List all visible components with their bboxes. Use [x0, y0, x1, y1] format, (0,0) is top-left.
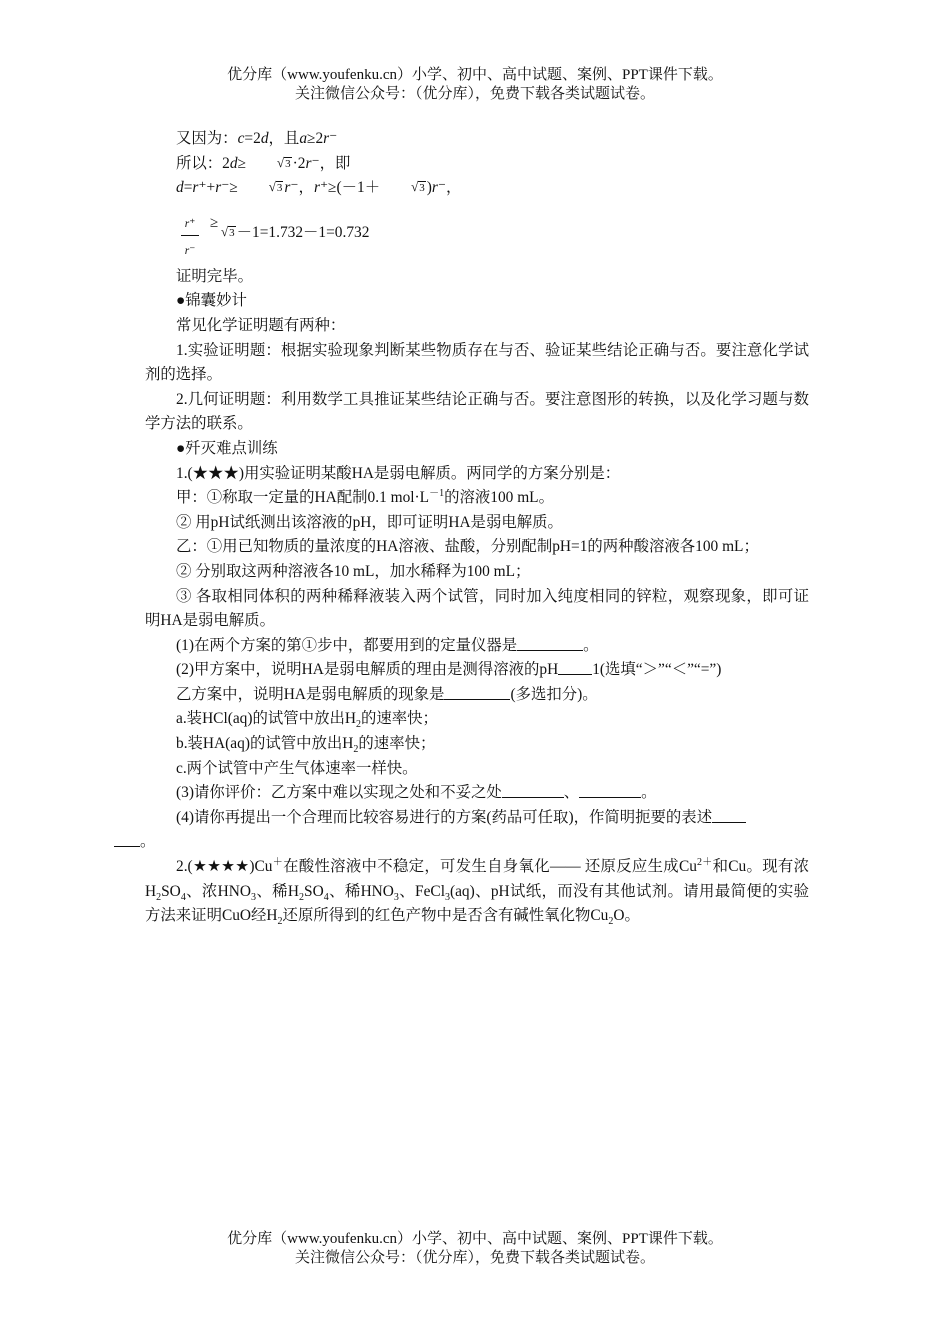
sqrt-symbol: √3	[277, 154, 291, 170]
q1-option-b: b.装HA(aq)的试管中放出$H_2$的速率快；	[176, 735, 436, 756]
tips-heading: ●锦囊妙计	[176, 292, 247, 310]
answer-blank[interactable]	[712, 806, 746, 823]
sqrt-symbol: √3	[411, 179, 425, 195]
fraction-equation	[145, 201, 809, 265]
ratio-fraction	[181, 217, 199, 258]
answer-blank[interactable]	[502, 781, 564, 798]
q2-stem: 2.(★★★★)Cu＋在酸性溶液中不稳定，可发生自身氧化—— 还原反应生成$Cu^{2+}$和Cu。现有浓$H_2SO_4$、浓$HNO_3$、稀$H_2SO_4$、稀$HNO_3$、FeCl$_3$(aq)、pH试纸，而没有其他试剂。请用最简便的实验方法来证明CuO经$H_2$还原所得到的红色产物中是否含有碱性氧化物$Cu_2O$。	[145, 856, 809, 928]
ge-symbol: ≥	[210, 214, 219, 231]
proof-line-3: d=r⁺+r⁻≥ √3 r⁻，r⁺≥(－1＋ √3 )r⁻，	[176, 179, 462, 197]
proof-done: 证明完毕。	[176, 267, 253, 285]
tips-item-1: 1.实验证明题：根据实验现象判断某些物质存在与否、验证某些结论正确与否。要注意化学试剂的选择。	[145, 341, 809, 384]
fraction-denominator: r⁻	[184, 244, 196, 257]
sqrt-symbol: √3	[268, 179, 283, 195]
header-line-2: 关注微信公众号：（优分库），免费下载各类试题试卷。	[294, 86, 655, 102]
header-line-1: 优分库（www.youfenku.cn）小学、初中、高中试题、案例、PPT课件下载。	[227, 67, 723, 83]
answer-blank[interactable]	[579, 781, 641, 798]
q1-sub4: (4)请你再提出一个合理而比较容易进行的方案(药品可任取)，作简明扼要的表述 。	[145, 806, 809, 855]
footer-line-1: 优分库（www.youfenku.cn）小学、初中、高中试题、案例、PPT课件下载。	[227, 1231, 723, 1247]
q1-yi-step1: 乙：①用已知物质的量浓度的HA溶液、盐酸，分别配制pH=1的两种酸溶液各100 mL；	[176, 538, 759, 556]
q1-sub2: (2)甲方案中，说明HA是弱电解质的理由是测得溶液的pH 1(选填“＞”“＜”“=”)	[145, 658, 809, 683]
fraction-result: √3 －1=1.732－1=0.732	[221, 223, 370, 241]
proof-line-2: 所以：2d≥ √3 ·2r⁻，即	[176, 154, 351, 172]
page-header	[0, 66, 950, 104]
proof-line-1: 又因为：c=2d，且a≥2r⁻	[176, 130, 338, 147]
q1-sub1: (1)在两个方案的第①步中，都要用到的定量仪器是 。	[145, 634, 809, 659]
tips-item-2: 2.几何证明题：利用数学工具推证某些结论正确与否。要注意图形的转换，以及化学习题与数学方法的联系。	[145, 390, 809, 433]
q1-option-a: a.装HCl(aq)的试管中放出$H_2$的速率快；	[176, 710, 438, 731]
page-footer	[0, 1230, 950, 1268]
q1-yi-step3: ③ 各取相同体积的两种稀释液装入两个试管，同时加入纯度相同的锌粒，观察现象，即可证明HA是弱电解质。	[145, 587, 809, 630]
q1-jia-step1: 甲：①称取一定量的HA配制0.1 $mol\cdot L^{-1}$的溶液100 mL。	[176, 488, 554, 507]
answer-blank[interactable]	[517, 634, 583, 651]
q1-sub3: (3)请你评价：乙方案中难以实现之处和不妥之处 、 。	[145, 781, 809, 806]
footer-line-2: 关注微信公众号：（优分库），免费下载各类试题试卷。	[294, 1250, 655, 1266]
sqrt-symbol: √3	[221, 223, 235, 239]
answer-blank[interactable]	[558, 658, 592, 675]
document-body	[140, 127, 809, 929]
q1-sub2-yi: 乙方案中，说明HA是弱电解质的现象是 (多选扣分)。	[145, 683, 809, 708]
answer-blank[interactable]	[444, 683, 510, 700]
answer-blank[interactable]	[114, 830, 140, 847]
q1-yi-step2: ② 分别取这两种溶液各10 mL，加水稀释为100 mL；	[176, 562, 531, 580]
q1-stem: 1.(★★★)用实验证明某酸HA是弱电解质。两同学的方案分别是：	[176, 464, 621, 482]
q1-jia-step2: ② 用pH试纸测出该溶液的pH，即可证明HA是弱电解质。	[176, 513, 563, 531]
training-heading: ●歼灭难点训练	[176, 439, 278, 457]
fraction-numerator: r⁺	[181, 217, 199, 236]
tips-intro: 常见化学证明题有两种：	[176, 316, 346, 334]
q1-option-c: c.两个试管中产生气体速率一样快。	[176, 759, 418, 777]
